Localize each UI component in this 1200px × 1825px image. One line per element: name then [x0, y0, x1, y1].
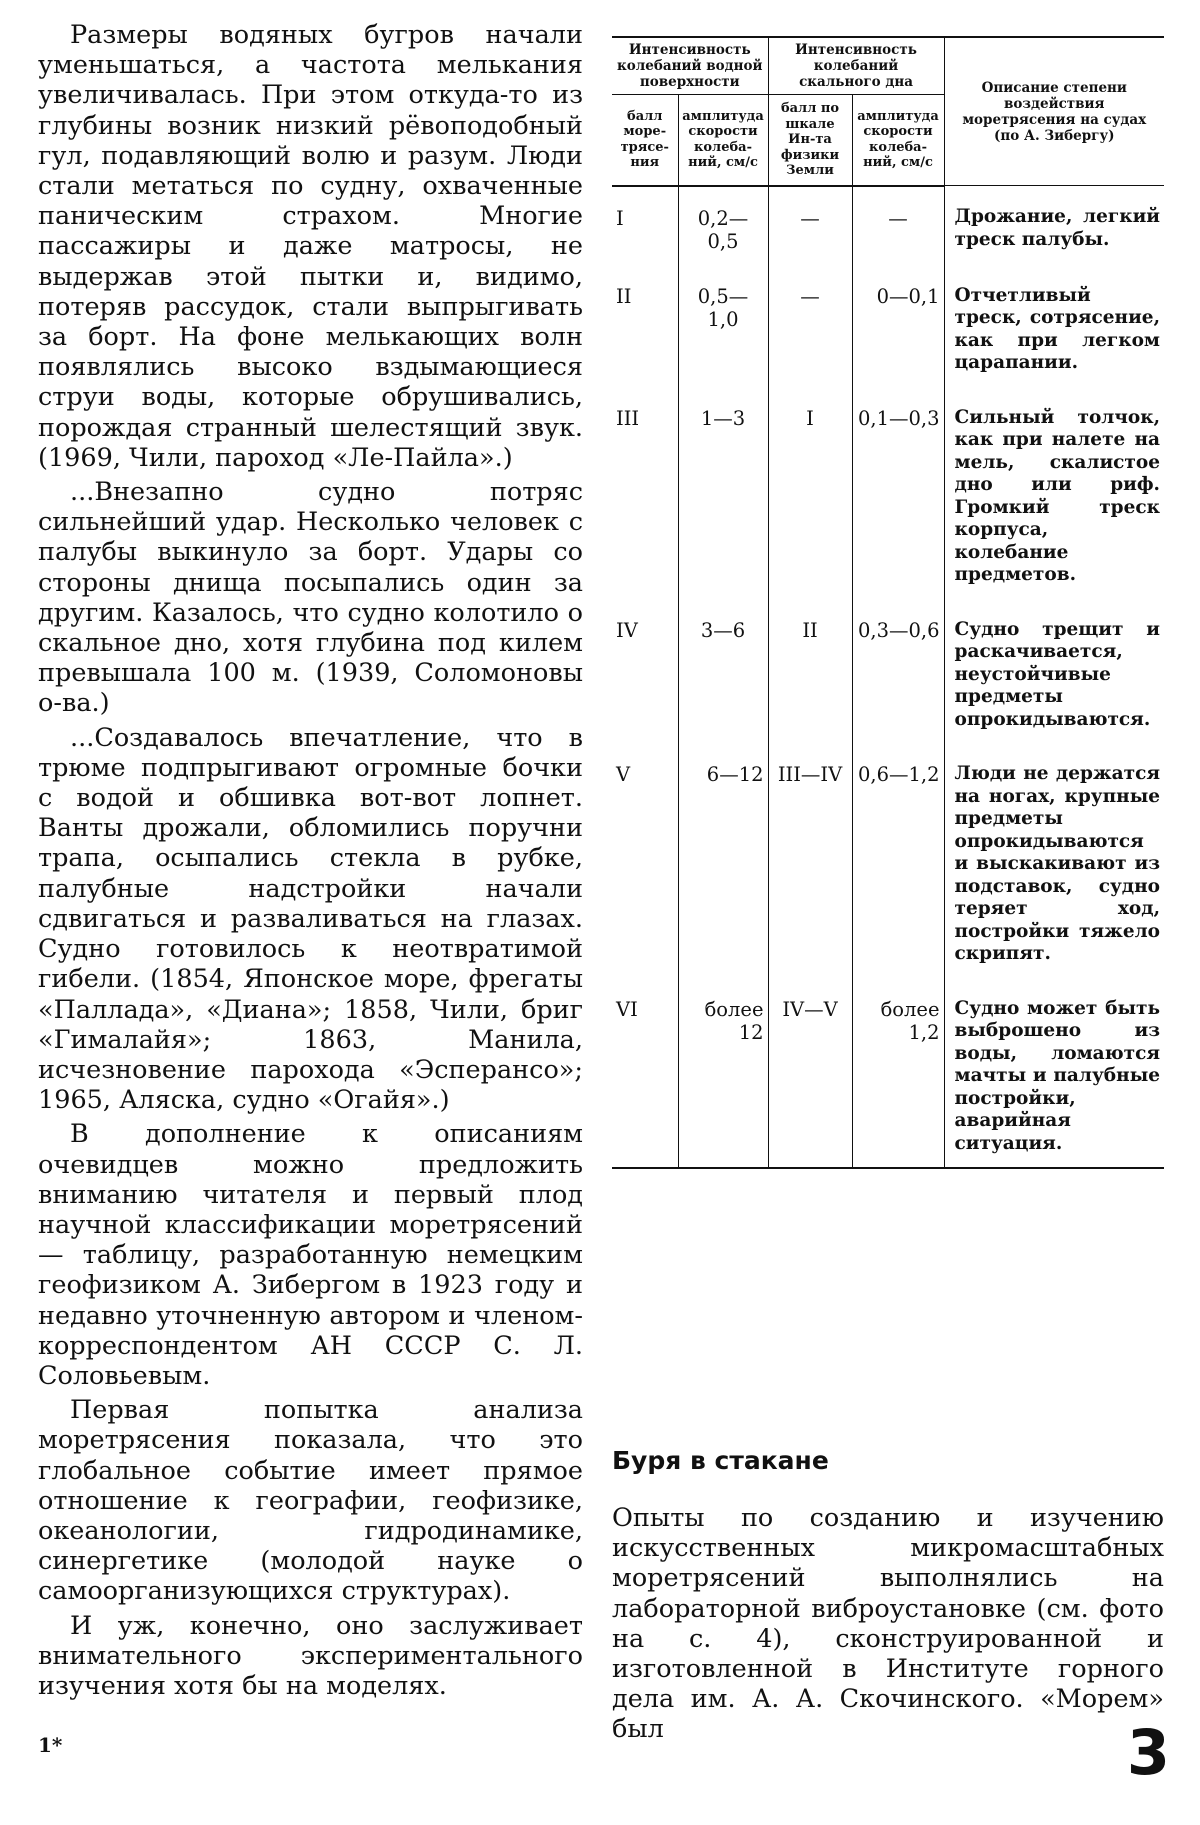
- table-row: [612, 265, 1164, 387]
- cell-rock-amplitude: более 1,2: [852, 978, 944, 1169]
- paragraph: ...Внезапно судно потряс сильнейший удар. Несколько человек с палубы выкинуло за борт. Удары со стороны днища посыпались один за другим. Казалось, что судно колотило о скальное дно, хотя глубина под килем превышала 100 м. (1939, Соломоновы о-ва.): [38, 477, 583, 719]
- header-description: Описание степени воздействия моретрясения на судах (по А. Зибергу): [944, 37, 1164, 186]
- cell-rock-amplitude: 0,1—0,3: [852, 387, 944, 599]
- cell-rock-score: II: [768, 599, 852, 744]
- page-number: 3: [1126, 1716, 1170, 1789]
- cell-score: VI: [616, 997, 638, 1021]
- cell-water-amplitude: 3—6: [678, 599, 768, 744]
- header-rock-score: балл по шкале Ин-та физики Земли: [768, 95, 852, 186]
- seaquake-intensity-table: [612, 36, 1164, 1169]
- table-row: [612, 599, 1164, 744]
- cell-score: V: [616, 763, 631, 786]
- cell-rock-score: I: [768, 387, 852, 599]
- cell-rock-amplitude: 0—0,1: [852, 265, 944, 387]
- table-row: [612, 387, 1164, 599]
- header-rock-intensity: Интенсивность колебаний скального дна: [768, 37, 944, 95]
- paragraph: Первая попытка анализа моретрясения показала, что это глобальное событие имеет прямое отношение к географии, геофизике, океанологии, гидродинамике, синергетике (молодой науке о самоорганизующихся структурах).: [38, 1395, 583, 1607]
- right-column-text: [612, 1503, 1164, 1745]
- table-row: [612, 978, 1164, 1169]
- cell-rock-score: —: [768, 265, 852, 387]
- cell-rock-score: IV—V: [768, 978, 852, 1169]
- cell-description: Люди не держатся на ногах, крупные предметы опрокидываются и выскакивают из подставок, судно теряет ход, постройки тяжело скрипят.: [944, 743, 1164, 978]
- table-row: [612, 186, 1164, 265]
- cell-description: Судно может быть выброшено из воды, ломаются мачты и палубные постройки, аварийная ситуация.: [944, 978, 1164, 1169]
- paragraph: И уж, конечно, оно заслуживает внимательного экспериментального изучения хотя бы на моделях.: [38, 1610, 583, 1701]
- table-row: [612, 743, 1164, 978]
- cell-description: Судно трещит и раскачивается, неустойчивые предметы опрокидываются.: [944, 599, 1164, 744]
- cell-water-amplitude: 1—3: [678, 387, 768, 599]
- cell-rock-amplitude: 0,6—1,2: [852, 743, 944, 978]
- header-sea-score: балл море-трясе-ния: [612, 95, 678, 186]
- header-water-intensity: Интенсивность колебаний водной поверхности: [612, 37, 768, 95]
- cell-water-amplitude: более 12: [678, 978, 768, 1169]
- cell-score: IV: [616, 618, 638, 642]
- header-water-amplitude: амплитуда скорости колеба-ний, см/с: [678, 95, 768, 186]
- signature-mark: 1*: [38, 1733, 63, 1757]
- cell-water-amplitude: 0,5—1,0: [678, 265, 768, 387]
- header-rock-amplitude: амплитуда скорости колеба-ний, см/с: [852, 95, 944, 186]
- cell-score: III: [616, 406, 640, 430]
- cell-rock-amplitude: 0,3—0,6: [852, 599, 944, 744]
- cell-rock-score: —: [768, 186, 852, 265]
- cell-score: I: [616, 206, 624, 230]
- cell-description: Отчетливый треск, сотрясение, как при легком царапании.: [944, 265, 1164, 387]
- cell-rock-amplitude: —: [852, 186, 944, 265]
- section-heading: Буря в стакане: [612, 1446, 829, 1475]
- paragraph: Размеры водяных бугров начали уменьшаться, а частота мелькания увеличивалась. При этом откуда-то из глубины возник низкий рёвоподобный гул, подавляющий волю и разум. Люди стали метаться по судну, охваченные паническим страхом. Многие пассажиры и даже матросы, не выдержав этой пытки и, видимо, потеряв рассудок, стали выпрыгивать за борт. На фоне мелькающих волн появлялись высоко вздымающиеся струи воды, которые обрушивались, порождая странный шелестящий звук. (1969, Чили, пароход «Ле-Пайла».): [38, 20, 583, 473]
- cell-score: II: [616, 284, 632, 308]
- cell-water-amplitude: 0,2—0,5: [678, 186, 768, 265]
- paragraph: ...Создавалось впечатление, что в трюме подпрыгивают огромные бочки с водой и обшивка вот-вот лопнет. Ванты дрожали, обломились поручни трапа, осыпались стекла в рубке, палубные надстройки начали сдвигаться и разваливаться на глазах. Судно готовилось к неотвратимой гибели. (1854, Японское море, фрегаты «Паллада», «Диана»; 1858, Чили, бриг «Гималайя»; 1863, Манила, исчезновение парохода «Эсперансо»; 1965, Аляска, судно «Огайя».): [38, 722, 583, 1116]
- cell-description: Дрожание, легкий треск палубы.: [944, 186, 1164, 265]
- seaquake-table-container: [612, 36, 1164, 1169]
- cell-rock-score: III—IV: [768, 743, 852, 978]
- left-column: [38, 20, 583, 1705]
- cell-description: Сильный толчок, как при налете на мель, скалистое дно или риф. Громкий треск корпуса, колебание предметов.: [944, 387, 1164, 599]
- paragraph: В дополнение к описаниям очевидцев можно предложить вниманию читателя и первый плод научной классификации моретрясений — таблицу, разработанную немецким геофизиком А. Зибергом в 1923 году и недавно уточненную автором и членом-корреспондентом АН СССР С. Л. Соловьевым.: [38, 1119, 583, 1391]
- paragraph: Опыты по созданию и изучению искусственных микромасштабных моретрясений выполнялись на лабораторной виброустановке (см. фото на с. 4), сконструированной и изготовленной в Институте горного дела им. А. А. Скочинского. «Морем» был: [612, 1503, 1164, 1745]
- cell-water-amplitude: 6—12: [678, 743, 768, 978]
